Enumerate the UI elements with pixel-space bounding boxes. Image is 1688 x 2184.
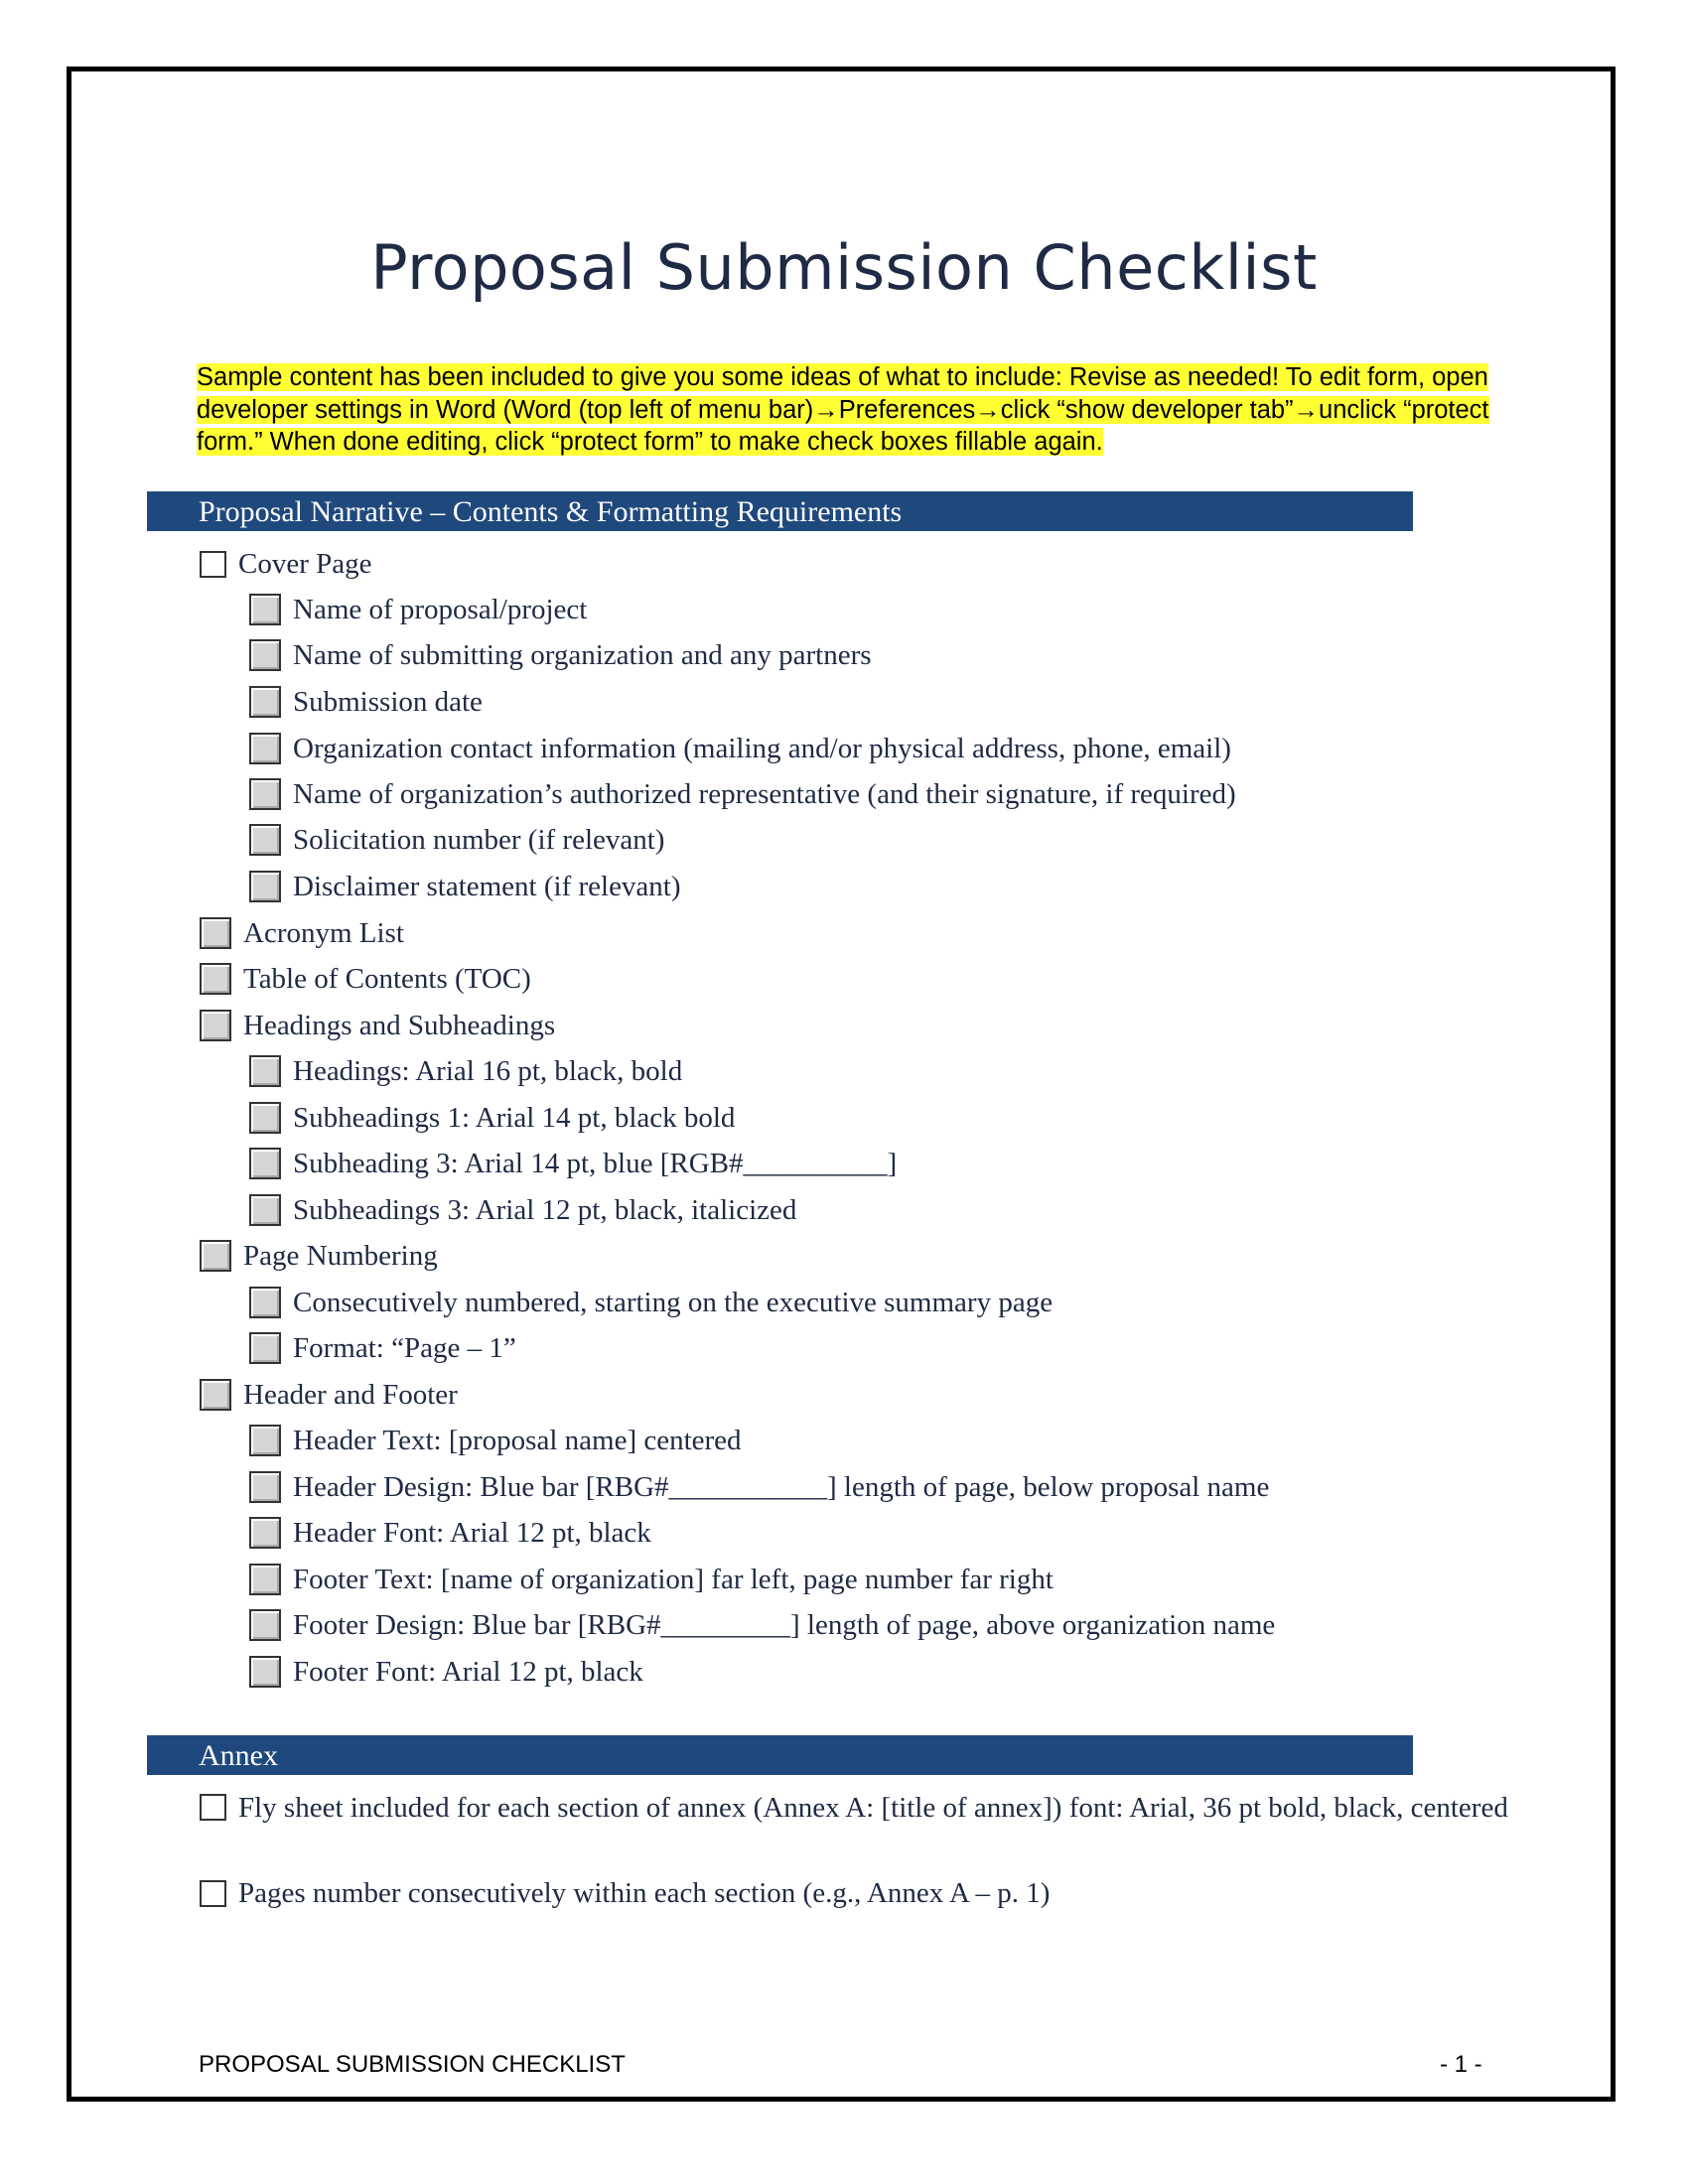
checklist-item-label: Footer Font: Arial 12 pt, black bbox=[293, 1655, 643, 1688]
footer-page-number: - 1 - bbox=[1440, 2051, 1482, 2078]
checklist-subitem bbox=[249, 1467, 1269, 1507]
checkbox[interactable] bbox=[249, 871, 281, 902]
checkbox[interactable] bbox=[249, 1102, 281, 1134]
section-heading-annex: Annex bbox=[147, 1735, 1413, 1775]
checklist-item-label: Organization contact information (mailing and/or physical address, phone, email) bbox=[293, 732, 1231, 764]
checkbox[interactable] bbox=[249, 1564, 281, 1595]
checkbox[interactable] bbox=[249, 1148, 281, 1179]
checkbox[interactable] bbox=[249, 594, 281, 625]
checklist-item-label: Header Text: [proposal name] centered bbox=[293, 1424, 742, 1456]
checklist-subitem bbox=[249, 1605, 1275, 1645]
checklist-item-label: Solicitation number (if relevant) bbox=[293, 823, 665, 856]
checklist-subitem bbox=[249, 867, 681, 906]
checklist-item-label: Subheadings 3: Arial 12 pt, black, italicized bbox=[293, 1193, 797, 1226]
checkbox[interactable] bbox=[200, 1010, 231, 1041]
checklist-item-label: Footer Design: Blue bar [RBG#_________] length of page, above organization name bbox=[293, 1608, 1276, 1641]
checkbox[interactable] bbox=[249, 1517, 281, 1549]
checklist-item-label: Subheading 3: Arial 14 pt, blue [RGB#__________] bbox=[293, 1147, 898, 1179]
checkbox[interactable] bbox=[200, 551, 226, 578]
instruction-note-text: Sample content has been included to give you some ideas of what to include: Revise as needed! To edit form, open developer settings in Word (Word (top left of menu bar)→Preferences→click “show developer tab”→unclick “protect form.” When done editing, click “protect form” to make check boxes fillable again. bbox=[197, 363, 1489, 456]
checkbox[interactable] bbox=[249, 686, 281, 718]
checklist-subitem bbox=[249, 1144, 897, 1183]
checklist-item-label: Name of organization’s authorized representative (and their signature, if required) bbox=[293, 777, 1236, 810]
checkbox[interactable] bbox=[200, 917, 231, 949]
checklist-item-label: Page Numbering bbox=[243, 1239, 438, 1272]
checklist-subitem bbox=[249, 635, 872, 675]
checklist-subitem bbox=[249, 1513, 651, 1553]
checkbox[interactable] bbox=[200, 1794, 226, 1821]
checklist-item-label: Consecutively numbered, starting on the executive summary page bbox=[293, 1286, 1054, 1318]
checkbox[interactable] bbox=[249, 1287, 281, 1318]
checkbox[interactable] bbox=[249, 733, 281, 764]
checklist-item-label: Name of proposal/project bbox=[293, 593, 588, 625]
checklist-item-label: Disclaimer statement (if relevant) bbox=[293, 870, 681, 902]
instruction-note bbox=[197, 361, 1497, 459]
checklist-subitem bbox=[249, 1098, 735, 1138]
checklist-item-label: Table of Contents (TOC) bbox=[243, 962, 531, 995]
checklist-item bbox=[200, 1873, 1050, 1913]
checklist-subitem bbox=[249, 590, 587, 629]
checklist-subitem bbox=[249, 1421, 742, 1460]
checklist-subitem bbox=[249, 1560, 1054, 1599]
checklist-item bbox=[200, 1375, 458, 1415]
checklist-item bbox=[200, 913, 404, 953]
checklist-item bbox=[200, 1236, 438, 1276]
checkbox[interactable] bbox=[200, 1240, 231, 1272]
checkbox[interactable] bbox=[249, 1194, 281, 1226]
checklist-item bbox=[200, 544, 372, 584]
checkbox[interactable] bbox=[200, 1880, 226, 1907]
checklist-item-label: Header Font: Arial 12 pt, black bbox=[293, 1516, 651, 1549]
checklist-item-label: Header Design: Blue bar [RBG#___________] length of page, below proposal name bbox=[293, 1470, 1270, 1503]
checklist-item-label: Pages number consecutively within each section (e.g., Annex A – p. 1) bbox=[238, 1876, 1051, 1909]
checklist-item-label: Subheadings 1: Arial 14 pt, black bold bbox=[293, 1101, 736, 1134]
checklist-item-label: Headings and Subheadings bbox=[243, 1009, 556, 1041]
checkbox[interactable] bbox=[249, 1332, 281, 1364]
checklist-subitem bbox=[249, 1283, 1053, 1322]
checklist-item-label: Footer Text: [name of organization] far left, page number far right bbox=[293, 1563, 1054, 1595]
checkbox[interactable] bbox=[249, 1656, 281, 1688]
checkbox[interactable] bbox=[249, 639, 281, 671]
section-heading-narrative: Proposal Narrative – Contents & Formatting Requirements bbox=[147, 491, 1413, 531]
checklist-item-label: Headings: Arial 16 pt, black, bold bbox=[293, 1054, 683, 1087]
checklist-item-label: Name of submitting organization and any partners bbox=[293, 638, 872, 671]
checklist-subitem bbox=[249, 820, 664, 860]
checklist-item bbox=[200, 959, 531, 999]
checklist-item bbox=[200, 1006, 555, 1045]
checklist-subitem bbox=[249, 774, 1236, 814]
footer-document-name: PROPOSAL SUBMISSION CHECKLIST bbox=[199, 2051, 626, 2078]
checkbox[interactable] bbox=[200, 1379, 231, 1411]
checkbox[interactable] bbox=[249, 1425, 281, 1456]
checklist-item-label: Format: “Page – 1” bbox=[293, 1331, 516, 1364]
checkbox[interactable] bbox=[249, 1471, 281, 1503]
checklist-subitem bbox=[249, 1190, 796, 1230]
checklist-item-label: Fly sheet included for each section of annex (Annex A: [title of annex]) font: Arial, 36 pt bold, black, centered bbox=[238, 1792, 1508, 1824]
checklist-subitem bbox=[249, 729, 1231, 768]
checklist-subitem bbox=[249, 682, 483, 722]
checklist-item-label: Acronym List bbox=[243, 916, 404, 949]
checkbox[interactable] bbox=[249, 1055, 281, 1087]
checklist-item-label: Header and Footer bbox=[243, 1378, 458, 1411]
checkbox[interactable] bbox=[249, 1609, 281, 1641]
checklist-item-label: Submission date bbox=[293, 685, 483, 718]
checklist-subitem bbox=[249, 1652, 643, 1692]
checklist-subitem bbox=[249, 1051, 682, 1091]
page-title: Proposal Submission Checklist bbox=[370, 231, 1318, 304]
checkbox[interactable] bbox=[200, 963, 231, 995]
checkbox[interactable] bbox=[249, 778, 281, 810]
checklist-subitem bbox=[249, 1328, 516, 1368]
checkbox[interactable] bbox=[249, 824, 281, 856]
checklist-item-label: Cover Page bbox=[238, 547, 372, 580]
